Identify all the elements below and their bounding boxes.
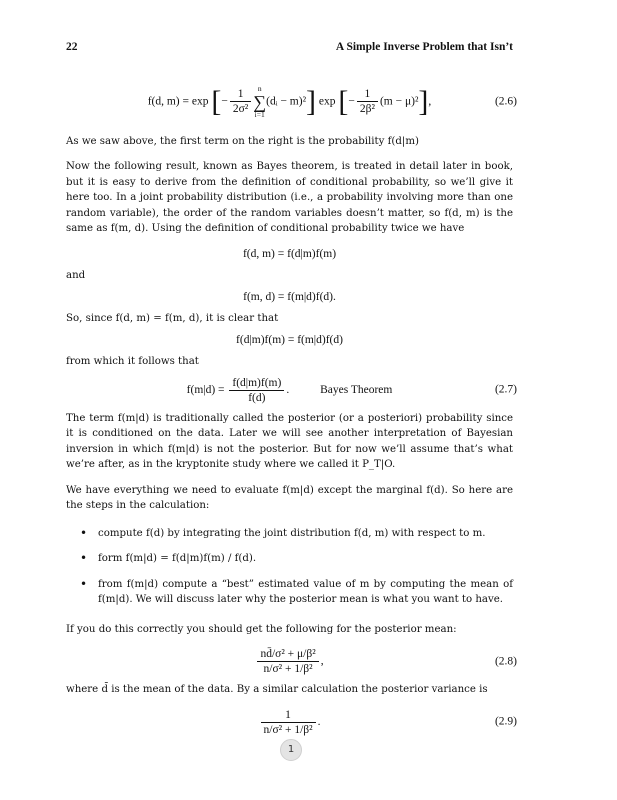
eq-2-6-frac1 bbox=[230, 87, 251, 116]
summation bbox=[253, 84, 266, 120]
bayes-theorem-label: Bayes Theorem bbox=[320, 383, 393, 396]
frac-denominator: n/σ² + 1/β² bbox=[263, 663, 313, 675]
equation-joint-1: f(d, m) = f(d|m)f(m) bbox=[242, 247, 337, 260]
frac-numerator: 1 bbox=[357, 87, 378, 102]
paragraph-2: Now the following result, known as Bayes theorem, is treated in detail later in book, but it is easy to derive from the definition of conditional probability, so we’ll give it here too. In a joint probability distribution (i.e., a probability involving more than one random variable), the order of the random variables doesn’t matter, so f(d, m) is the same as f(m, d). Using the definition of conditional probability twice we have bbox=[66, 161, 513, 234]
equation-2-6: f(d, m) = exp [− $\frac{1}{\text{2σ²}}$ n ∑ i=1 (dᵢ − m)²] exp [− $\frac{1}{\text{2β²}}$ (m − μ)²], (2.6) bbox=[147, 83, 517, 119]
paragraph-8: where d̄ is the mean of the data. By a similar calculation the posterior variance is bbox=[66, 684, 488, 695]
frac-numerator: 1 bbox=[261, 708, 316, 723]
right-bracket: ] bbox=[418, 84, 429, 118]
equation-number: (2.7) bbox=[494, 383, 517, 396]
page-number: 22 bbox=[66, 41, 78, 53]
equation-equal: f(d|m)f(m) = f(m|d)f(d) bbox=[236, 333, 343, 346]
paragraph-1: As we saw above, the first term on the right is the probability f(d|m) bbox=[66, 135, 419, 147]
frac-numerator: f(d|m)f(m) bbox=[229, 376, 284, 391]
equation-number: (2.9) bbox=[494, 715, 517, 728]
frac-numerator: 1 bbox=[230, 87, 251, 102]
sum-lower-limit: i=1 bbox=[254, 109, 265, 119]
sum-term: (dᵢ − m)² bbox=[266, 95, 307, 108]
paragraph-5: The term f(m|d) is traditionally called the posterior (or a posteriori) probability since it is conditioned on the data. Later we will see another interpretation of Bayesian inversion in which f(m|d) is not the posterior. But for now we’ll assume that’s what we’re after, as in the kryptonite study where we called it P_T|O. bbox=[66, 412, 513, 470]
running-title: A Simple Inverse Problem that Isn’t bbox=[335, 41, 513, 53]
eq-2-9-frac bbox=[261, 708, 316, 737]
word-and: and bbox=[66, 270, 86, 281]
equation-2-9 bbox=[66, 708, 517, 737]
eq-trailing-punct: . bbox=[286, 383, 290, 396]
eq-2-7-frac bbox=[229, 376, 284, 405]
eq-2-7-lhs: f(m|d) = bbox=[186, 383, 225, 396]
right-bracket: ] bbox=[306, 84, 317, 118]
sum-upper-limit: n bbox=[257, 83, 262, 93]
steps-list bbox=[66, 526, 513, 608]
equation-joint-2: f(m, d) = f(m|d)f(d). bbox=[243, 290, 336, 303]
eq-2-6-frac2 bbox=[357, 87, 378, 116]
list-item: • form f(m|d) = f(d|m)f(m) / f(d). bbox=[98, 551, 513, 567]
eq-trailing-punct: , bbox=[320, 655, 324, 668]
left-bracket: [ bbox=[211, 84, 222, 118]
equation-2-8 bbox=[66, 647, 517, 676]
frac-denominator: 2β² bbox=[359, 103, 375, 115]
eq-2-8-frac bbox=[257, 647, 318, 676]
paragraph-3: So, since f(d, m) = f(m, d), it is clear that bbox=[66, 313, 279, 324]
equation-2-7 bbox=[66, 376, 517, 405]
eq-2-6-term2: (m − μ)² bbox=[379, 95, 419, 108]
eq-2-6-mid: exp bbox=[318, 95, 336, 108]
paragraph-6: We have everything we need to evaluate f(m|d) except the marginal f(d). So here are the steps in the calculation: bbox=[66, 484, 513, 511]
paragraph-4: from which it follows that bbox=[66, 356, 199, 367]
equation-number: (2.6) bbox=[494, 94, 517, 107]
frac-denominator: 2σ² bbox=[232, 103, 249, 115]
eq-2-6-lhs: f(d, m) = exp bbox=[147, 95, 209, 108]
list-item: • from f(m|d) compute a “best” estimated value of m by computing the mean of f(m|d). We will discuss later why the posterior mean is what you want to have. bbox=[98, 577, 513, 608]
equation-number: (2.8) bbox=[494, 654, 517, 667]
frac-numerator: nd̄/σ² + μ/β² bbox=[257, 647, 318, 662]
frac-denominator: n/σ² + 1/β² bbox=[263, 723, 313, 736]
frac-denominator: f(d) bbox=[248, 391, 266, 404]
eq-trailing-punct: . bbox=[317, 715, 321, 728]
running-header bbox=[66, 40, 513, 56]
sigma-symbol: ∑ bbox=[253, 91, 267, 112]
paragraph-7: If you do this correctly you should get the following for the posterior mean: bbox=[66, 623, 457, 635]
left-bracket: [ bbox=[338, 84, 349, 118]
page-badge[interactable]: 1 bbox=[280, 739, 302, 761]
list-item: • compute f(d) by integrating the joint distribution f(d, m) with respect to m. bbox=[98, 526, 513, 542]
eq-trailing-punct: , bbox=[428, 95, 432, 108]
